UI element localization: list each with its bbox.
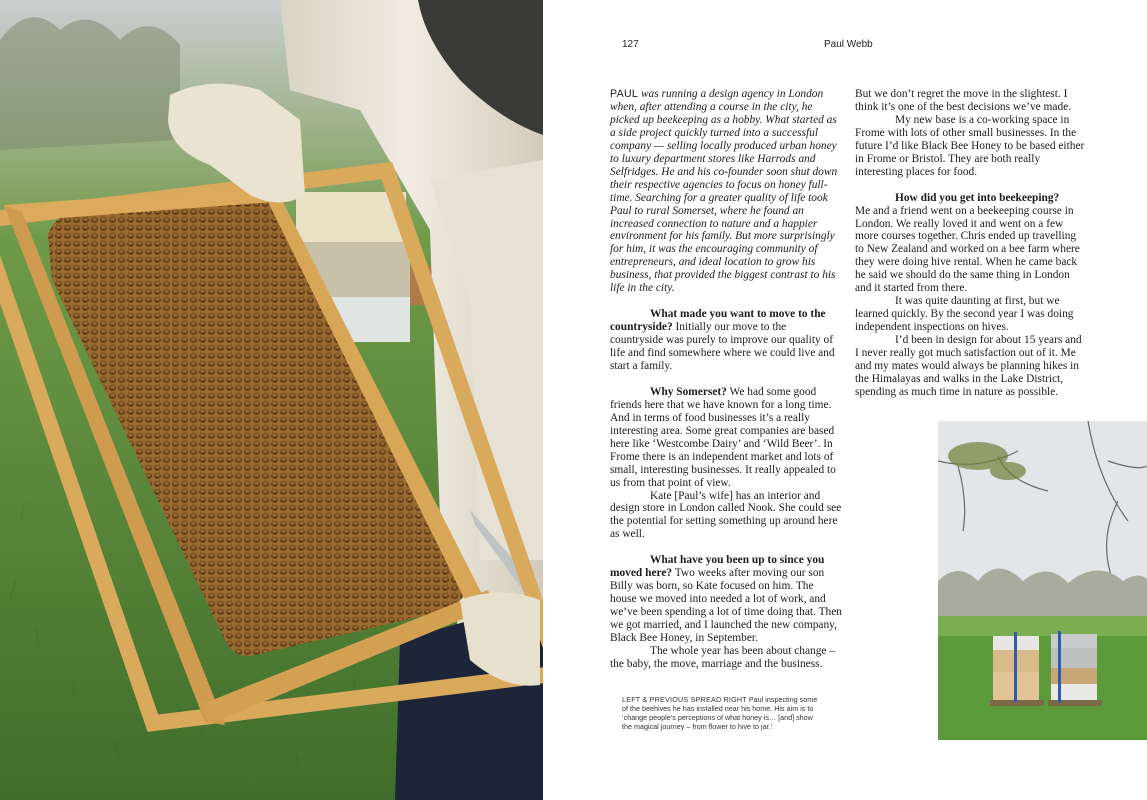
intro-paragraph <box>610 88 842 295</box>
qa-paragraph <box>610 554 842 645</box>
beekeeper-honeycomb-photo <box>0 0 543 800</box>
page-number: 127 <box>622 39 639 50</box>
body-paragraph: But we don’t regret the move in the slightest. I think it’s one of the best decisions we’ve made. <box>855 88 1072 113</box>
answer: Initially our move to the countryside was purely to improve our quality of life and find somewhere where we could live and start a family. <box>610 321 835 372</box>
answer: Two weeks after moving our son Billy was born, so Kate focused on him. The house we moved into needed a lot of work, and we’ve been spending a lot of time doing that. Then we got married, and I launched the new company, Black Bee Honey, in September. <box>610 567 842 644</box>
answer: We had some good friends here that we have known for a long time. And in terms of food businesses it’s a really interesting area. Some great companies are based here like ‘Westcombe Dairy’ and ‘Wild Beer’. In Frome there is an independent market and lots of small, interesting businesses. It really appealed to us from that point of view. <box>610 385 836 489</box>
intro-name: PAUL <box>610 88 639 100</box>
caption-label: LEFT & PREVIOUS SPREAD RIGHT <box>622 695 747 704</box>
caption-text: Paul inspecting some of the beehives he has installed near his home. His aim is to ‘change people’s perceptions of what honey is… [and] show the magical journey – from flower to hive to jar.’ <box>622 695 818 731</box>
question: Why Somerset? <box>650 385 727 398</box>
qa-paragraph <box>610 308 842 373</box>
article-column-1 <box>610 88 842 671</box>
beekeeper-photo-illustration <box>0 0 543 800</box>
beehives-photo-illustration <box>938 421 1147 740</box>
question-heading <box>855 192 1087 205</box>
article-column-2 <box>855 88 1087 399</box>
intro-text: was running a design agency in London when, after attending a course in the city, he picked up beekeeping as a hobby. What started as a side project quickly turned into a successful company — selling locally produced urban honey to luxury department stores like Harrods and Selfridges. He and his co-founder soon shut down their respective agencies to focus on honey full-time. Searching for a greater quality of life took Paul to rural Somerset, where he found an increased connection to nature and a happier environment for his family. But more surprisingly for him, it was the encouraging community of entrepreneurs, and ideal location to grow his business, that provided the biggest contrast to his life in the city. <box>610 88 838 295</box>
body-paragraph: Kate [Paul’s wife] has an interior and design store in London called Nook. She could see the potential for setting something up around here as well. <box>610 489 842 541</box>
question: What have you been up to since you moved here? <box>610 554 825 580</box>
question: What made you want to move to the countryside? <box>610 308 826 334</box>
qa-paragraph <box>610 386 842 490</box>
body-paragraph: I’d been in design for about 15 years and I never really got much satisfaction out of it. Me and my mates would always be planning hikes in the Himalayas and walks in the Lake District, spending as much time in nature as possible. <box>855 334 1082 398</box>
beehives-field-photo <box>938 421 1147 740</box>
running-head: Paul Webb <box>824 39 873 50</box>
answer: Me and a friend went on a beekeeping course in London. We really loved it and went on a few more courses together. Chris ended up travelling to New Zealand and worked on a bee farm where they were doing hive rental. When he came back he said we should do the same thing in London and it started from there. <box>855 204 1080 295</box>
article-page <box>543 0 1147 800</box>
question: How did you get into beekeeping? <box>895 191 1060 204</box>
body-paragraph: My new base is a co-working space in Frome with lots of other small businesses. In the future I’d like Black Bee Honey to be based either in Frome or Bristol. They are both really interesting places for food. <box>855 113 1085 178</box>
photo-caption <box>622 695 822 731</box>
body-paragraph: It was quite daunting at first, but we learned quickly. By the second year I was doing independent inspections on hives. <box>855 295 1074 334</box>
body-paragraph: The whole year has been about change – the baby, the move, marriage and the business. <box>610 644 836 670</box>
